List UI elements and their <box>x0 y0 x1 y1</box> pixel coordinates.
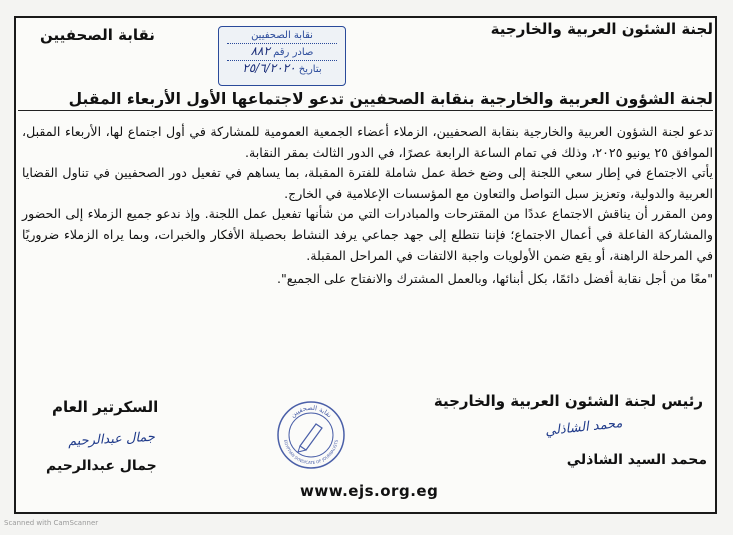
syndicate-seal <box>276 400 346 470</box>
chair-signature: محمد الشاذلي <box>544 415 624 440</box>
syndicate-header: نقابة الصحفيين <box>40 26 155 44</box>
website-url: www.ejs.org.eg <box>300 482 439 500</box>
stamp-date: ٢٥/٦/٢٠٢٠ <box>242 61 296 75</box>
stamp-name: نقابة الصحفيين <box>227 29 337 44</box>
scanner-watermark: Scanned with CamScanner <box>4 519 99 527</box>
stamp-outgoing-label: صادر رقم <box>273 47 314 58</box>
closing-quote: "معًا من أجل نقابة أفضل دائمًا، بكل أبنائها، وبالعمل المشترك والانفتاح على الجميع". <box>276 271 713 287</box>
secretary-signature: جمال عبدالرحيم <box>67 429 156 450</box>
chair-title: رئيس لجنة الشئون العربية والخارجية <box>433 392 703 410</box>
paragraph-1: تدعو لجنة الشؤون العربية والخارجية بنقابة الصحفيين، الزملاء أعضاء الجمعية العمومية للمشاركة في أول اجتماع لها، الأربعاء المقبل، الموافق ٢٥ يونيو ٢٠٢٥، وذلك في تمام الساعة الرابعة عصرًا، في الدور الثالث بمقر النقابة. <box>22 124 713 160</box>
secretary-name: جمال عبدالرحيم <box>46 458 157 474</box>
stamp-number: ٨٨٢ <box>250 44 270 58</box>
outgoing-stamp <box>218 26 346 86</box>
stamp-date-label: بتاريخ <box>298 64 322 75</box>
secretary-title: السكرتير العام <box>52 398 159 416</box>
paragraph-2: يأتي الاجتماع في إطار سعي اللجنة إلى وضع خطة عمل شاملة للفترة المقبلة، بما يساهم في تفعيل دور الصحفيين في تناول القضايا العربية والدولية، وتعزيز سبل التواصل والتعاون مع المؤسسات الإعلامية في الخارج. <box>22 165 713 201</box>
paragraph-3: ومن المقرر أن يناقش الاجتماع عددًا من المقترحات والمبادرات التي من شأنها تفعيل عمل اللجنة. وإذ ندعو جميع الزملاء إلى الحضور والمشاركة الفاعلة في أعمال الاجتماع؛ فإننا نتطلع إلى جهد جماعي يرفد النشاط بحصيلة الأفكار والخبرات، وبما يراه الزملاء ضروريًا في المرحلة الراهنة، أو يقع ضمن الأولويات واجبة الالتفات في المراحل المقبلة. <box>22 206 713 263</box>
stamp-date-row <box>219 61 345 77</box>
document-body <box>22 122 713 290</box>
seal-top-text: نقابة الصحفيين <box>288 403 334 420</box>
seal-bottom-text: EGYPTIAN SYNDICATE OF JOURNALISTS <box>283 439 339 466</box>
chair-name: محمد السيد الشاذلي <box>566 452 707 468</box>
committee-header: لجنة الشئون العربية والخارجية <box>490 20 713 38</box>
stamp-number-row <box>227 44 337 61</box>
pen-icon <box>300 424 322 450</box>
document-title: لجنة الشؤون العربية والخارجية بنقابة الصحفيين تدعو لاجتماعها الأول الأربعاء المقبل <box>18 90 713 111</box>
